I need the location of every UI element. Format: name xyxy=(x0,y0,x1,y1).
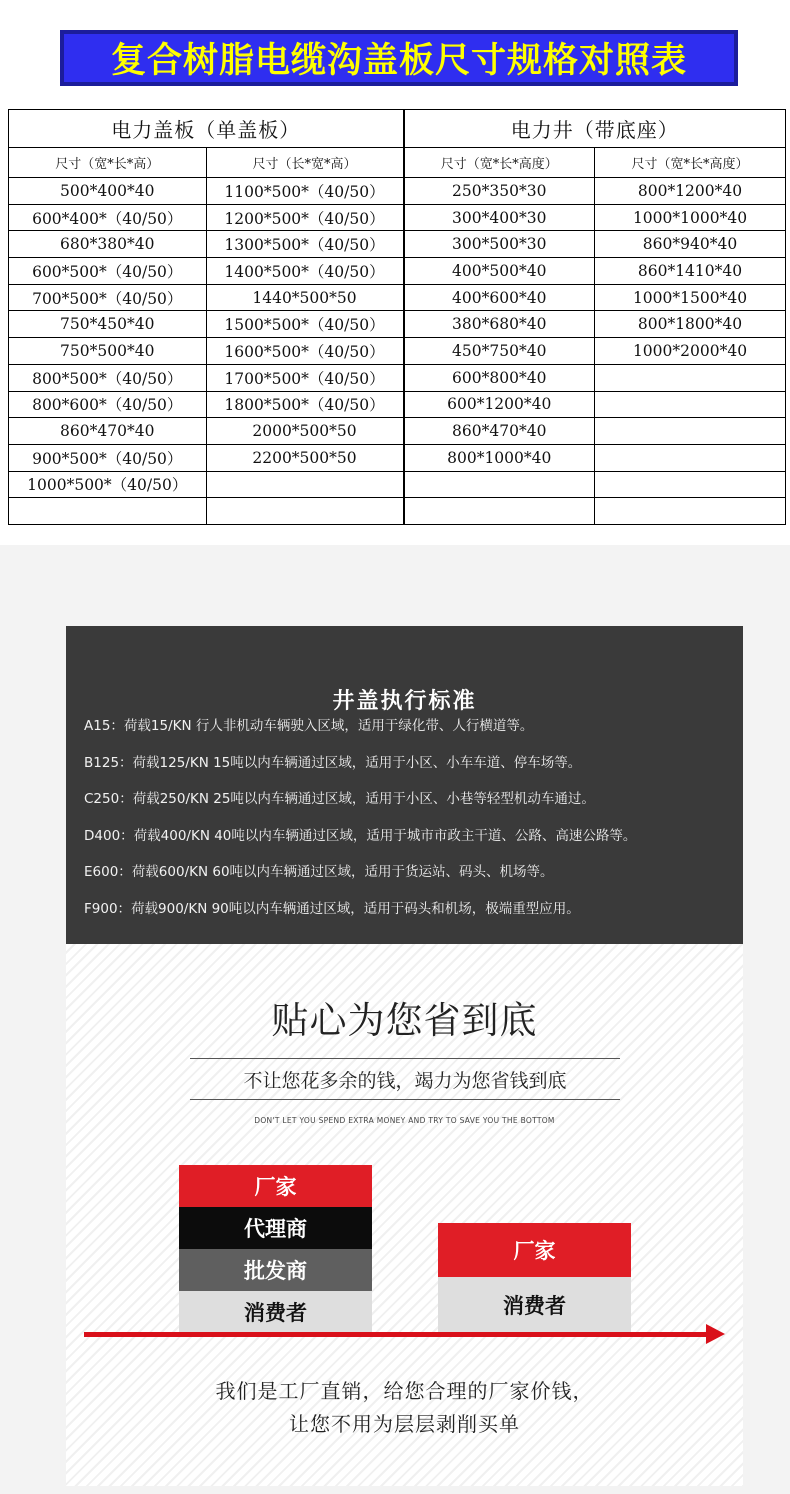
table-cell: 500*400*40 xyxy=(9,178,207,205)
closing-line-2: 让您不用为层层剥削买单 xyxy=(289,1412,520,1436)
table-cell: 250*350*30 xyxy=(404,178,595,205)
table-cell: 400*500*40 xyxy=(404,258,595,285)
table-cell xyxy=(206,471,404,498)
left-chain-wholesaler: 批发商 xyxy=(179,1249,372,1291)
table-cell: 700*500*（40/50） xyxy=(9,284,207,311)
table-cell xyxy=(595,418,786,445)
standard-item: B125：荷载125/KN 15吨以内车辆通过区域，适用于小区、小车车道、停车场等。 xyxy=(84,754,582,771)
table-cell xyxy=(9,498,207,525)
table-cell xyxy=(404,498,595,525)
table-cell: 800*600*（40/50） xyxy=(9,391,207,418)
table-cell: 860*940*40 xyxy=(595,231,786,258)
column-header: 尺寸（宽*长*高度） xyxy=(595,148,786,178)
table-row xyxy=(9,471,786,498)
table-cell: 600*500*（40/50） xyxy=(9,258,207,285)
page-title: 复合树脂电缆沟盖板尺寸规格对照表 xyxy=(110,41,687,81)
standard-item: D400：荷载400/KN 40吨以内车辆通过区域，适用于城市市政主干道、公路、高速公路等。 xyxy=(84,827,637,844)
table-cell: 800*500*（40/50） xyxy=(9,364,207,391)
table-cell xyxy=(595,444,786,471)
table-body xyxy=(9,178,786,525)
standards-list xyxy=(84,708,636,927)
table-row xyxy=(9,204,786,231)
arrow-right-icon xyxy=(706,1324,725,1344)
table-cell xyxy=(206,498,404,525)
table-cell: 1700*500*（40/50） xyxy=(206,364,404,391)
left-chain-consumer: 消费者 xyxy=(179,1291,372,1332)
table-cell: 900*500*（40/50） xyxy=(9,444,207,471)
standards-panel xyxy=(66,626,743,944)
table-cell: 1300*500*（40/50） xyxy=(206,231,404,258)
table-row xyxy=(9,284,786,311)
left-chain-agent: 代理商 xyxy=(179,1207,372,1249)
table-cell xyxy=(595,471,786,498)
table-cell: 1600*500*（40/50） xyxy=(206,338,404,365)
promo-slogan: 贴心为您省到底 xyxy=(271,999,538,1042)
table-row xyxy=(9,231,786,258)
table-cell: 1000*500*（40/50） xyxy=(9,471,207,498)
slogan-divider-bottom xyxy=(190,1099,620,1100)
table-cell: 860*470*40 xyxy=(9,418,207,445)
table-cell: 750*500*40 xyxy=(9,338,207,365)
table-cell: 450*750*40 xyxy=(404,338,595,365)
standards-title: 井盖执行标准 xyxy=(332,689,477,714)
table-cell: 800*1200*40 xyxy=(595,178,786,205)
table-row xyxy=(9,364,786,391)
table-cell: 380*680*40 xyxy=(404,311,595,338)
table-cell: 1000*2000*40 xyxy=(595,338,786,365)
table-cell xyxy=(595,364,786,391)
table-cell xyxy=(595,391,786,418)
table-row xyxy=(9,258,786,285)
standard-item: A15：荷载15/KN 行人非机动车辆驶入区域，适用于绿化带、人行横道等。 xyxy=(84,718,534,734)
table-cell: 600*400*（40/50） xyxy=(9,204,207,231)
spec-table xyxy=(8,109,786,525)
right-chain-consumer: 消费者 xyxy=(438,1277,631,1332)
table-cell: 1100*500*（40/50） xyxy=(206,178,404,205)
group-header-power-well: 电力井（带底座） xyxy=(404,110,786,148)
table-row xyxy=(9,418,786,445)
table-cell: 2200*500*50 xyxy=(206,444,404,471)
slogan-divider-top xyxy=(190,1058,620,1059)
table-cell xyxy=(404,471,595,498)
table-cell: 600*1200*40 xyxy=(404,391,595,418)
table-cell: 1400*500*（40/50） xyxy=(206,258,404,285)
table-cell: 800*1800*40 xyxy=(595,311,786,338)
group-header-cover-plate: 电力盖板（单盖板） xyxy=(9,110,404,148)
table-cell xyxy=(595,498,786,525)
title-banner xyxy=(60,30,738,86)
standard-item: C250：荷载250/KN 25吨以内车辆通过区域，适用于小区、小巷等轻型机动车通过。 xyxy=(84,791,595,807)
table-cell: 300*500*30 xyxy=(404,231,595,258)
promo-english-slogan: DON'T LET YOU SPEND EXTRA MONEY AND TRY TO SAVE YOU THE BOTTOM xyxy=(254,1116,555,1125)
table-cell: 750*450*40 xyxy=(9,311,207,338)
table-cell: 300*400*30 xyxy=(404,204,595,231)
right-chain-manufacturer: 厂家 xyxy=(438,1223,631,1277)
table-cell: 1000*1500*40 xyxy=(595,284,786,311)
column-header: 尺寸（宽*长*高度） xyxy=(404,148,595,178)
standard-item: F900：荷载900/KN 90吨以内车辆通过区域，适用于码头和机场，极端重型应用。 xyxy=(84,900,580,917)
table-row xyxy=(9,444,786,471)
column-header: 尺寸（宽*长*高） xyxy=(9,148,207,178)
table-row xyxy=(9,338,786,365)
table-cell: 1500*500*（40/50） xyxy=(206,311,404,338)
table-column-header-row xyxy=(9,148,786,178)
table-cell: 800*1000*40 xyxy=(404,444,595,471)
table-cell: 1800*500*（40/50） xyxy=(206,391,404,418)
table-cell: 680*380*40 xyxy=(9,231,207,258)
table-cell: 1440*500*50 xyxy=(206,284,404,311)
table-cell: 2000*500*50 xyxy=(206,418,404,445)
table-row xyxy=(9,498,786,525)
timeline-arrow-line xyxy=(84,1332,708,1337)
table-cell: 860*1410*40 xyxy=(595,258,786,285)
closing-line-1: 我们是工厂直销，给您合理的厂家价钱， xyxy=(215,1379,594,1403)
promo-subslogan: 不让您花多余的钱，竭力为您省钱到底 xyxy=(243,1070,567,1092)
table-cell: 1000*1000*40 xyxy=(595,204,786,231)
table-cell: 600*800*40 xyxy=(404,364,595,391)
standard-item: E600：荷载600/KN 60吨以内车辆通过区域，适用于货运站、码头、机场等。 xyxy=(84,864,554,880)
table-row xyxy=(9,311,786,338)
table-cell: 400*600*40 xyxy=(404,284,595,311)
table-cell: 860*470*40 xyxy=(404,418,595,445)
table-group-header-row xyxy=(9,110,786,148)
title-banner-inner xyxy=(64,34,734,82)
left-chain-manufacturer: 厂家 xyxy=(179,1165,372,1207)
table-row xyxy=(9,391,786,418)
table-row xyxy=(9,178,786,205)
column-header: 尺寸（长*宽*高） xyxy=(206,148,404,178)
table-cell: 1200*500*（40/50） xyxy=(206,204,404,231)
